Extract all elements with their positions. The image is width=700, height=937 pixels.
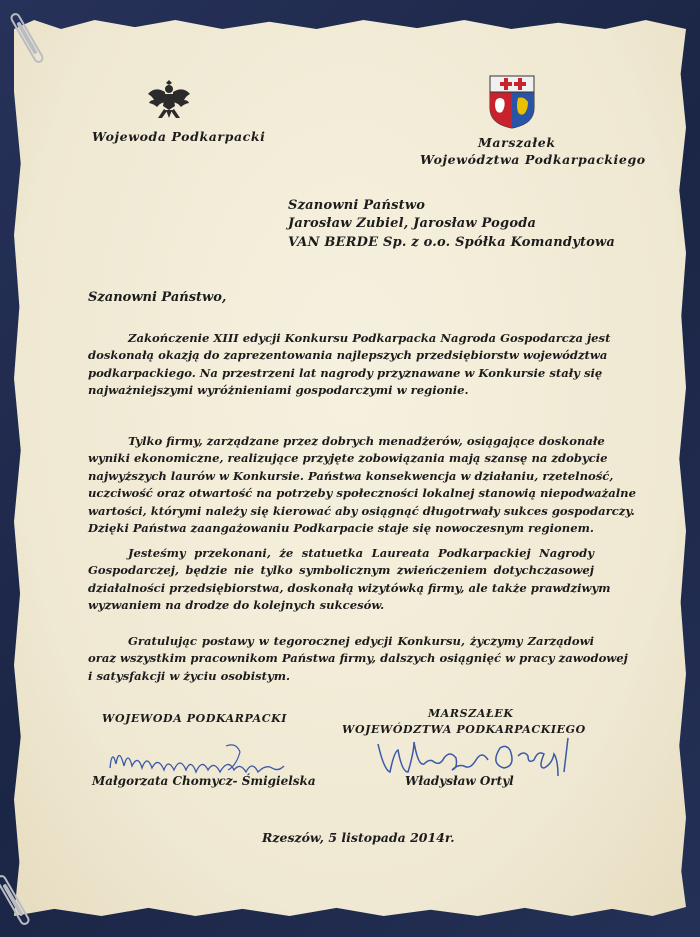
paragraph-line: Gospodarczej, będzie nie tylko symbolicznym zwieńczeniem dotychczasowej — [88, 563, 594, 578]
recipient-line-2: Jarosław Zubiel, Jarosław Pogoda — [288, 216, 537, 231]
left-signatory-title: WOJEWODA PODKARPACKI — [102, 712, 288, 725]
polish-eagle-icon — [146, 76, 192, 122]
right-signatory-title-line2: WOJEWÓDZTWA PODKARPACKIEGO — [342, 723, 586, 736]
paragraph-line: Gratulując postawy w tegorocznej edycji Konkursu, życzymy Zarządowi — [128, 634, 594, 648]
paragraph-line: najważniejszymi wyróżnieniami gospodarczymi w regionie. — [88, 383, 469, 398]
paragraph-line: Jesteśmy przekonani, że statuetka Laureata Podkarpackiej Nagrody — [128, 546, 594, 560]
paragraph-line: oraz wszystkim pracownikom Państwa firmy, dalszych osiągnięć w pracy zawodowej — [88, 651, 628, 666]
right-signatory-title-line1: MARSZAŁEK — [428, 707, 514, 720]
place-and-date: Rzeszów, 5 listopada 2014r. — [262, 830, 455, 845]
podkarpackie-coat-of-arms-icon — [486, 74, 538, 130]
paragraph-3 — [88, 545, 611, 615]
paragraph-2 — [88, 433, 636, 537]
right-signatory-name: Władysław Ortyl — [405, 774, 514, 788]
paragraph-line: uczciwość oraz otwartość na potrzeby społeczności lokalnej stanowią niepodważalne — [88, 486, 636, 501]
right-office-label-line1: Marszałek — [478, 135, 556, 150]
paragraph-line: Zakończenie XIII edycji Konkursu Podkarpacka Nagroda Gospodarcza jest — [128, 331, 611, 345]
paragraph-line: wyzwaniem na drodze do kolejnych sukcesów. — [88, 598, 385, 613]
left-office-label: Wojewoda Podkarpacki — [92, 129, 266, 144]
recipient-line-1: Szanowni Państwo — [288, 198, 426, 213]
paragraph-1 — [88, 330, 611, 400]
paragraph-line: wyniki ekonomiczne, realizujące przyjęte zobowiązania mają szansę na zdobycie — [88, 451, 608, 466]
paragraph-line: Dzięki Państwa zaangażowaniu Podkarpacie staje się nowoczesnym regionem. — [88, 521, 594, 536]
paragraph-line: podkarpackiego. Na przestrzeni lat nagrody przyznawane w Konkursie stały się — [88, 365, 603, 380]
paragraph-line: i satysfakcji w życiu osobistym. — [88, 668, 291, 683]
paragraph-line: wartości, którymi należy się kierować aby osiągnąć długotrwały sukces gospodarczy. — [88, 503, 635, 518]
paragraph-4 — [88, 633, 628, 685]
paragraph-line: Tylko firmy, zarządzane przez dobrych menadżerów, osiągające doskonałe — [128, 434, 605, 448]
right-office-label-line2: Województwa Podkarpackiego — [420, 152, 646, 167]
paragraph-line: najwyższych laurów w Konkursie. Państwa konsekwencja w działaniu, rzetelność, — [88, 468, 614, 483]
recipient-line-3: VAN BERDE Sp. z o.o. Spółka Komandytowa — [288, 235, 616, 250]
salutation: Szanowni Państwo, — [88, 290, 227, 305]
left-signatory-name: Małgorzata Chomycz- Śmigielska — [92, 774, 316, 788]
paragraph-line: działalności przedsiębiorstwa, doskonałą wizytówką firmy, ale także prawdziwym — [88, 580, 611, 595]
paragraph-line: doskonałą okazją do zaprezentowania najlepszych przedsiębiorstw województwa — [88, 348, 608, 363]
